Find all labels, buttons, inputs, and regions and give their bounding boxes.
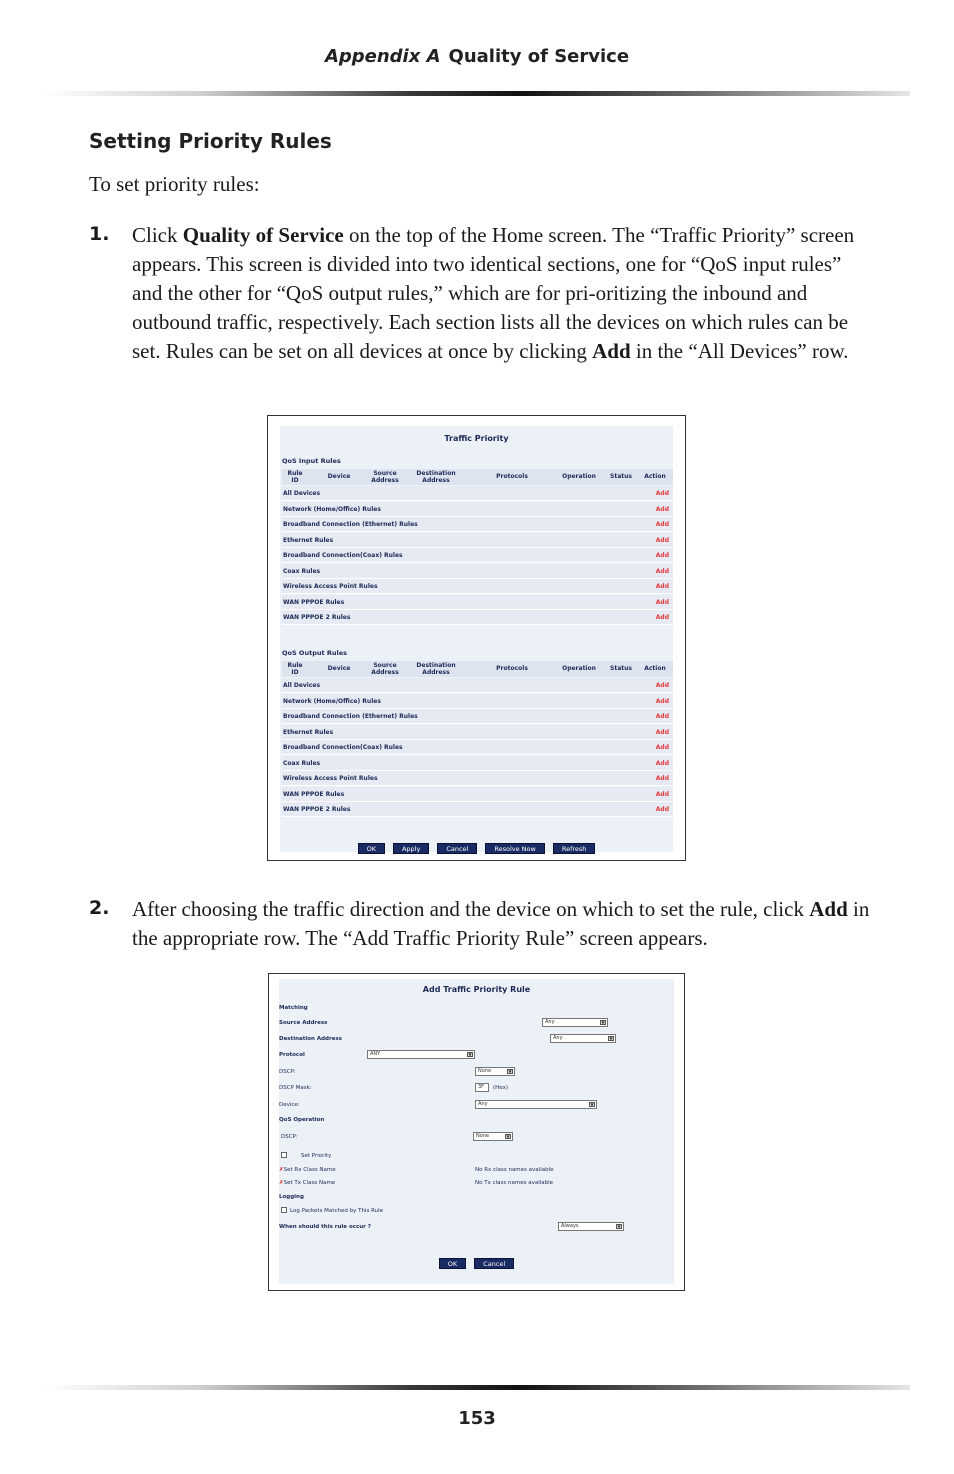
rule-device-label: WAN PPPOE Rules: [283, 598, 345, 606]
add-link[interactable]: Add: [655, 536, 669, 544]
add-link[interactable]: Add: [655, 490, 669, 497]
log-packets-checkbox[interactable]: [281, 1207, 287, 1213]
rule-device-label: Wireless Access Point Rules: [283, 583, 378, 590]
protocol-select[interactable]: [367, 1050, 475, 1059]
add-link[interactable]: Add: [655, 567, 669, 575]
device-label: Device:: [279, 1102, 300, 1108]
rule-row: [282, 678, 673, 693]
dscp-label: DSCP:: [279, 1069, 296, 1075]
step-text-part: in the “All Devices” row.: [630, 339, 849, 363]
add-link[interactable]: Add: [655, 744, 669, 751]
rule-device-label: All Devices: [283, 682, 321, 689]
running-header: [0, 46, 954, 67]
set-rx-label: Set Rx Class Name: [283, 1167, 336, 1173]
protocol-value: ANY: [370, 1051, 381, 1057]
rule-device-label: Ethernet Rules: [283, 536, 334, 544]
dropdown-arrow-icon: ▼: [617, 1224, 621, 1229]
add-link[interactable]: Add: [655, 728, 669, 736]
op-dscp-label: DSCP:: [281, 1134, 298, 1140]
step-text-part: in the appropriate row. The “Add Traffic Priority Rule” screen appears.: [132, 897, 870, 950]
rule-device-label: Coax Rules: [283, 759, 321, 767]
step-number: 2.: [89, 897, 110, 919]
dropdown-arrow-icon: ▼: [506, 1134, 510, 1139]
rule-row: [282, 533, 673, 548]
add-link[interactable]: Add: [655, 775, 669, 782]
rule-row: [282, 709, 673, 724]
step-bold: Add: [592, 339, 631, 363]
rule-device-label: Coax Rules: [283, 567, 321, 575]
qos-input-rules-label: QoS Input Rules: [282, 457, 341, 465]
source-address-value: Any: [545, 1019, 555, 1025]
step-bold: Add: [809, 897, 848, 921]
dropdown-arrow-icon: ▼: [468, 1052, 472, 1057]
add-link[interactable]: Add: [655, 697, 669, 705]
add-link[interactable]: Add: [655, 713, 669, 720]
traffic-priority-title: Traffic Priority: [444, 434, 509, 443]
destination-address-select[interactable]: [550, 1034, 616, 1043]
device-value: Any: [478, 1101, 488, 1107]
source-address-select[interactable]: [542, 1018, 608, 1027]
rule-device-label: Network (Home/Office) Rules: [283, 505, 381, 513]
header-appendix: Appendix A: [324, 46, 441, 67]
required-x-icon: ✗: [279, 1180, 284, 1186]
traffic-priority-buttons: [280, 843, 673, 854]
col-status: Status: [610, 665, 632, 672]
resolve-now-button[interactable]: Resolve Now: [485, 843, 544, 854]
destination-address-label: Destination Address: [279, 1036, 342, 1042]
add-rule-screenshot: [268, 973, 685, 1291]
set-priority-label: Set Priority: [301, 1153, 332, 1159]
hex-label: (Hex): [493, 1085, 508, 1091]
add-rule-panel: [279, 979, 674, 1284]
col-operation: Operation: [562, 665, 596, 672]
dscp-value: None: [478, 1068, 492, 1074]
protocol-label: Protocol: [279, 1052, 305, 1058]
rule-row: [282, 610, 673, 625]
col-rule-id: Rule ID: [287, 662, 303, 676]
col-destination: Destination Address: [416, 662, 456, 676]
rule-device-label: Broadband Connection (Ethernet) Rules: [283, 713, 418, 720]
op-dscp-select[interactable]: [473, 1132, 513, 1141]
header-rule: [44, 91, 910, 96]
add-link[interactable]: Add: [655, 521, 669, 528]
step-bold: Quality of Service: [182, 223, 344, 247]
dscp-select[interactable]: [475, 1067, 515, 1076]
col-operation: Operation: [562, 473, 596, 480]
cancel-button[interactable]: Cancel: [474, 1258, 514, 1269]
add-link[interactable]: Add: [655, 614, 669, 621]
add-link[interactable]: Add: [655, 552, 669, 559]
add-link[interactable]: Add: [655, 598, 669, 606]
ok-button[interactable]: OK: [439, 1258, 466, 1269]
add-link[interactable]: Add: [655, 806, 669, 813]
when-select[interactable]: [558, 1222, 624, 1231]
col-protocols: Protocols: [496, 473, 528, 480]
op-dscp-value: None: [476, 1133, 490, 1139]
cancel-button[interactable]: Cancel: [437, 843, 477, 854]
footer-rule: [44, 1385, 910, 1390]
qos-output-rules-label: QoS Output Rules: [282, 649, 347, 657]
rule-row: [282, 517, 673, 532]
set-rx-label-wrap: [279, 1167, 336, 1173]
apply-button[interactable]: Apply: [393, 843, 429, 854]
rule-device-label: Wireless Access Point Rules: [283, 775, 378, 782]
dropdown-arrow-icon: ▼: [508, 1069, 512, 1074]
output-column-header: [282, 661, 673, 677]
col-action: Action: [644, 473, 666, 480]
rule-device-label: WAN PPPOE 2 Rules: [283, 614, 351, 621]
rule-device-label: Broadband Connection(Coax) Rules: [283, 744, 403, 751]
col-source: Source Address: [371, 470, 399, 484]
rule-device-label: Broadband Connection(Coax) Rules: [283, 552, 403, 559]
step-text: [132, 221, 872, 366]
page-number: 153: [458, 1408, 496, 1429]
destination-address-value: Any: [553, 1035, 563, 1041]
ok-button[interactable]: OK: [358, 843, 385, 854]
rule-row: [282, 502, 673, 517]
add-link[interactable]: Add: [655, 505, 669, 513]
traffic-priority-panel: [280, 426, 673, 852]
add-rule-title: Add Traffic Priority Rule: [422, 985, 531, 994]
rule-device-label: Network (Home/Office) Rules: [283, 697, 381, 705]
logging-label: Logging: [279, 1194, 304, 1200]
rule-row: [282, 579, 673, 594]
dropdown-arrow-icon: ▼: [609, 1036, 613, 1041]
when-label: When should this rule occur ?: [279, 1224, 371, 1230]
step-text-part: After choosing the traffic direction and the device on which to set the rule, click: [132, 897, 810, 921]
set-priority-checkbox[interactable]: [281, 1152, 287, 1158]
dropdown-arrow-icon: ▼: [601, 1020, 605, 1025]
set-tx-label-wrap: [279, 1180, 335, 1186]
col-device: Device: [327, 473, 351, 480]
device-select[interactable]: [475, 1100, 597, 1109]
rule-row: [282, 787, 673, 802]
rule-device-label: Broadband Connection (Ethernet) Rules: [283, 521, 418, 528]
set-tx-label: Set Tx Class Name: [283, 1180, 336, 1186]
add-link[interactable]: Add: [655, 790, 669, 798]
col-device: Device: [327, 665, 351, 672]
source-address-label: Source Address: [279, 1020, 328, 1026]
rule-row: [282, 564, 673, 579]
intro-text: To set priority rules:: [89, 172, 260, 196]
traffic-priority-screenshot: [267, 415, 686, 861]
matching-label: Matching: [279, 1005, 308, 1011]
rule-device-label: All Devices: [283, 490, 321, 497]
add-link[interactable]: Add: [655, 583, 669, 590]
dropdown-arrow-icon: ▼: [590, 1102, 594, 1107]
rule-row: [282, 802, 673, 817]
col-status: Status: [610, 473, 632, 480]
rule-device-label: WAN PPPOE 2 Rules: [283, 806, 351, 813]
rule-row: [282, 756, 673, 771]
col-source: Source Address: [371, 662, 399, 676]
input-column-header: [282, 469, 673, 485]
rule-row: [282, 740, 673, 755]
when-value: Always: [561, 1223, 579, 1229]
refresh-button[interactable]: Refresh: [553, 843, 596, 854]
step-text-part: Click: [132, 223, 183, 247]
step-text: [132, 895, 872, 953]
dscp-mask-input[interactable]: 3F: [475, 1083, 489, 1092]
header-title: Quality of Service: [448, 46, 630, 67]
add-link[interactable]: Add: [655, 759, 669, 767]
rule-row: [282, 548, 673, 563]
rule-row: [282, 486, 673, 501]
col-rule-id: Rule ID: [287, 470, 303, 484]
dscp-mask-label: DSCP Mask:: [279, 1085, 312, 1091]
rule-row: [282, 725, 673, 740]
qos-operation-label: QoS Operation: [279, 1117, 325, 1123]
rule-row: [282, 694, 673, 709]
rx-value: No Rx class names available: [475, 1167, 554, 1173]
add-rule-buttons: [279, 1258, 674, 1269]
rule-device-label: WAN PPPOE Rules: [283, 790, 345, 798]
log-packets-label: Log Packets Matched by This Rule: [290, 1208, 384, 1214]
col-protocols: Protocols: [496, 665, 528, 672]
required-x-icon: ✗: [279, 1167, 284, 1173]
col-destination: Destination Address: [416, 470, 456, 484]
rule-row: [282, 771, 673, 786]
add-link[interactable]: Add: [655, 682, 669, 689]
rule-device-label: Ethernet Rules: [283, 728, 334, 736]
section-title: Setting Priority Rules: [89, 129, 332, 153]
step-text-part: on the top of the Home screen. The “Traffic Priority” screen appears. This screen is divided into two identical sections, one for “QoS input rules” and the other for “QoS output rules,” which are for pri-oritizing the inbound and outbound traffic, respectively. Each section lists all the devices on which rules can be set. Rules can be set on all devices at once by clicking: [132, 223, 855, 363]
rule-row: [282, 595, 673, 610]
step-number: 1.: [89, 223, 110, 245]
tx-value: No Tx class names available: [475, 1180, 554, 1186]
col-action: Action: [644, 665, 666, 672]
